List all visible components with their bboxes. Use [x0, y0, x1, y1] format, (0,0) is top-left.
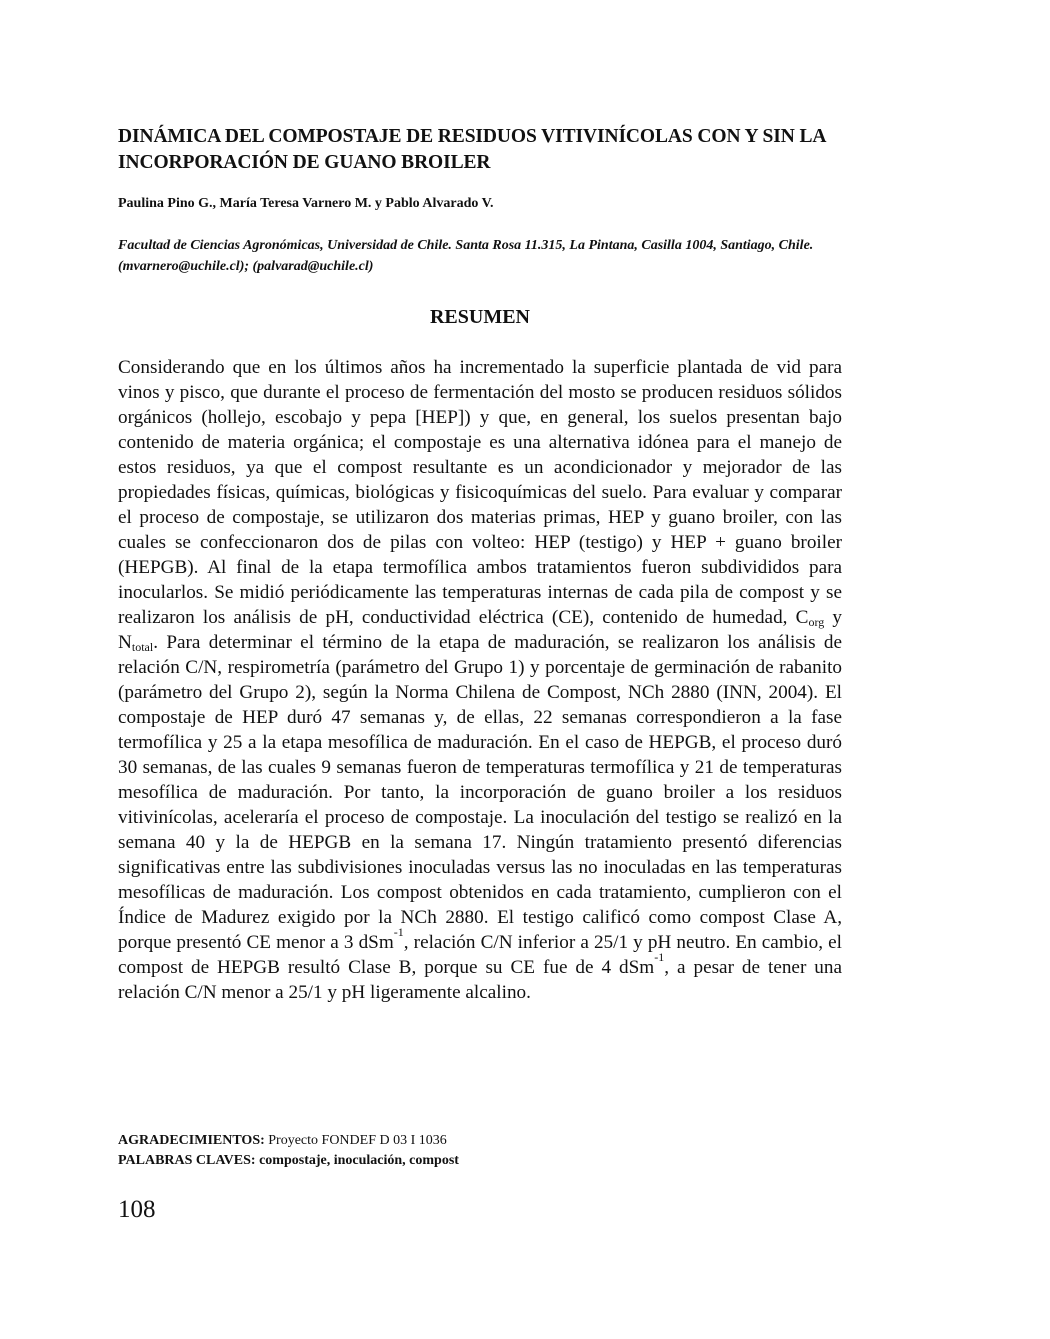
superscript-unit-2: -1 [654, 950, 665, 964]
subscript-org: org [808, 615, 825, 629]
abstract-text-1: Considerando que en los últimos años ha incrementado la superficie plantada de vid para vinos y pisco, que durante el proceso de fermentación del mosto se producen residuos sólidos orgánicos (hollejo, escobajo y pepa [HEP]) y que, en general, los suelos presentan bajo contenido de materia orgánica; el compostaje es una alternativa idónea para el manejo de estos residuos, ya que el compost resultante es un acondicionador y mejorador de las propiedades físicas, químicas, biológicas y fisicoquímicas del suelo. Para evaluar y comparar el proceso de compostaje, se utilizaron dos materias primas, HEP y guano broiler, con las cuales se confeccionaron dos de pilas con volteo: HEP (testigo) y HEP + guano broiler (HEPGB). Al final de la etapa termofílica ambos tratamientos fueron subdivididos para inocularlos. Se midió periódicamente las temperaturas internas de cada pila de compost y se realizaron los análisis de pH, conductividad eléctrica (CE), contenido de humedad, C [118, 357, 842, 628]
keywords [118, 1151, 459, 1171]
keywords-text: compostaje, inoculación, compost [255, 1153, 459, 1168]
abstract-text-3: . Para determinar el término de la etapa de maduración, se realizaron los análisis de relación C/N, respirometría (parámetro del Grupo 1) y porcentaje de germinación de rabanito (parámetro del Grupo 2), según la Norma Chilena de Compost, NCh 2880 (INN, 2004). El compostaje de HEP duró 47 semanas y, de ellas, 22 semanas correspondieron a la fase termofílica y 25 a la etapa mesofílica de maduración. En el caso de HEPGB, el proceso duró 30 semanas, de las cuales 9 semanas fueron de temperaturas termofílica y 21 de temperaturas mesofílica de maduración. Por tanto, la incorporación de guano broiler a los residuos vitivinícolas, aceleraría el proceso de compostaje. La inoculación del testigo se realizó en la semana 40 y la de HEPGB en la semana 17. Ningún tratamiento presentó diferencias significativas entre las subdivisiones inoculadas versus las no inoculadas en las temperaturas mesofílicas de maduración. Los compost obtenidos en cada tratamiento, cumplieron con el Índice de Madurez exigido por la NCh 2880. El testigo calificó como compost Clase A, porque presentó CE menor a 3 dSm [118, 632, 842, 953]
affiliation: Facultad de Ciencias Agronómicas, Universidad de Chile. Santa Rosa 11.315, La Pintana, Casilla 1004, Santiago, Chile. (mvarnero@uchile.cl); (palvarad@uchile.cl) [118, 238, 814, 274]
acknowledgements [118, 1131, 447, 1151]
acknowledgements-text: Proyecto FONDEF D 03 I 1036 [264, 1133, 447, 1148]
section-heading-resumen: RESUMEN [429, 306, 530, 328]
abstract-text-4: , relación C/N inferior a 25/1 y pH neutro. En cambio, el compost de HEPGB resultó Clase B, porque su CE fue de 4 dSm [118, 932, 843, 978]
abstract-paragraph [118, 355, 842, 1005]
abstract-text-5: , a pesar de tener una relación C/N menor a 25/1 y pH ligeramente alcalino. [118, 957, 843, 1003]
acknowledgements-label: AGRADECIMIENTOS: [118, 1133, 265, 1148]
keywords-label: PALABRAS CLAVES: [118, 1153, 256, 1168]
author-list: Paulina Pino G., María Teresa Varnero M. y Pablo Alvarado V. [118, 196, 494, 211]
subscript-total: total [131, 640, 154, 654]
paper-title: DINÁMICA DEL COMPOSTAJE DE RESIDUOS VITIVINÍCOLAS CON Y SIN LA INCORPORACIÓN DE GUANO BROILER [118, 126, 826, 173]
superscript-unit-1: -1 [393, 925, 404, 939]
abstract-text-2: y N [118, 607, 843, 653]
page-number: 108 [118, 1196, 156, 1223]
